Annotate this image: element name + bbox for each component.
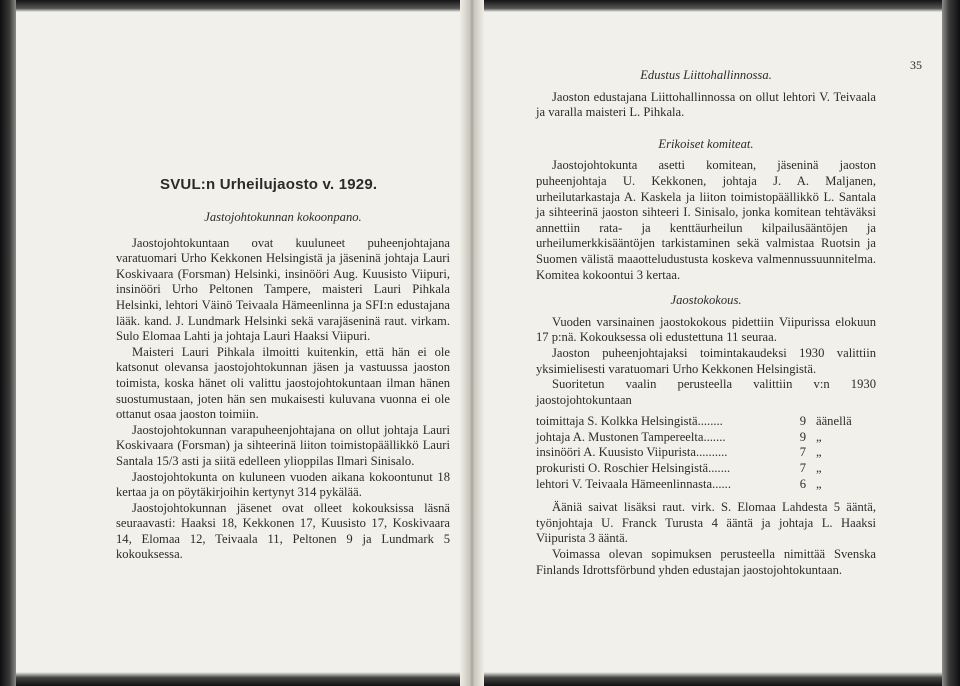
vote-count: 6 bbox=[799, 476, 806, 491]
vote-dots: ...... bbox=[712, 476, 731, 491]
left-paragraph: Jaostojohtokunta on kuluneen vuoden aikana kokoontunut 18 kertaa ja on pöytäkirjoihin kertynyt 314 pykälää. bbox=[116, 469, 450, 500]
vote-unit: „ bbox=[816, 476, 822, 491]
section-title-meeting: Jaostokokous. bbox=[670, 293, 742, 308]
vote-unit: „ bbox=[816, 445, 822, 460]
vote-dots: ....... bbox=[708, 461, 731, 476]
page-number: 35 bbox=[910, 58, 922, 72]
vote-unit: „ bbox=[816, 461, 822, 476]
right-page-body bbox=[536, 68, 876, 578]
vote-name: prokuristi O. Roschier Helsingistä bbox=[536, 461, 709, 476]
book-left-edge bbox=[0, 0, 16, 686]
section-text-committees: Jaostojohtokunta asetti komitean, jäseninä jaoston puheenjohtaja U. Kekkonen, johtaja J. A. Maljanen, urheilutarkastaja A. Kaskela ja liiton toimistopäällikkö L. Santala ja sihteerinä jaoston sihteeri I. Sinisalo, jonka komitean tehtäväksi annettiin rata- ja kenttäurheilun kilpailusääntöjen ja urheilumerkkisääntöjen tarkistaminen sekä valmistaa Ruotsin ja Suomen välistä maaotteludustusta koskeva valmennussuunnitelma. Komitea kokoontui 3 kertaa. bbox=[536, 158, 876, 282]
vote-list-item bbox=[536, 445, 876, 461]
vote-name: insinööri A. Kuusisto Viipurista bbox=[536, 445, 696, 460]
vote-name: toimittaja S. Kolkka Helsingistä bbox=[536, 414, 698, 429]
vote-list-item bbox=[536, 414, 876, 430]
left-paragraph: Jaostojohtokuntaan ovat kuuluneet puheenjohtajana varatuomari Urho Kekkonen Helsingistä ja jäseninä johtaja Lauri Koskivaara (Forsman) Helsinki, insinööri Aug. Kuusisto Viipuri, insinööri Urho Peltonen Tampere, maisteri Lauri Pihkala Helsinki, lehtori Väinö Teivaala Hämeenlinna ja SFI:n edustajana lääk. kand. J. Lundmark Helsinki sekä varajäseninä raut. virkam. Sulo Elomaa Lahti ja johtaja Lauri Haaksi Viipuri. bbox=[116, 235, 450, 344]
vote-unit: äänellä bbox=[816, 414, 852, 429]
book-right-edge bbox=[942, 0, 960, 686]
vote-name: johtaja A. Mustonen Tampereelta bbox=[536, 429, 704, 444]
vote-count: 9 bbox=[799, 414, 806, 429]
left-subheading: Jastojohtokunnan kokoonpano. bbox=[204, 210, 362, 224]
closing-paragraph: Ääniä saivat lisäksi raut. virk. S. Elomaa Lahdesta 5 ääntä, työnjohtaja U. Franck Turusta 4 ääntä ja johtaja L. Haaksi Viipurista 3 ääntä. bbox=[536, 500, 876, 546]
closing-paragraph: Voimassa olevan sopimuksen perusteella nimittää Svenska Finlands Idrottsförbund yhden edustajan jaostojohtokuntaan. bbox=[536, 547, 876, 577]
section-title-representation: Edustus Liittohallinnossa. bbox=[640, 68, 772, 82]
left-page bbox=[20, 0, 460, 686]
vote-dots: ....... bbox=[703, 429, 726, 444]
vote-list-item bbox=[536, 461, 876, 477]
left-page-heading: SVUL:n Urheilujaosto v. 1929. bbox=[160, 176, 378, 193]
vote-list-item bbox=[536, 477, 876, 493]
left-page-body bbox=[116, 210, 450, 563]
vote-dots: .......... bbox=[695, 445, 728, 460]
meeting-paragraph: Vuoden varsinainen jaostokokous pidettiin Viipurissa elokuun 17 p:nä. Kokouksessa oli edustettuna 11 seuraa. bbox=[536, 314, 876, 345]
left-paragraph: Jaostojohtokunnan varapuheenjohtajana on ollut johtaja Lauri Koskivaara (Forsman) ja sihteerinä liiton toimistopäällikkö Lauri Santala 15/3 asti ja siitä edelleen ylioppilas Ilmari Sinisalo. bbox=[116, 422, 450, 468]
vote-list bbox=[536, 414, 876, 492]
vote-dots: ........ bbox=[697, 414, 723, 429]
vote-name: lehtori V. Teivaala Hämeenlinnasta bbox=[536, 476, 713, 491]
meeting-paragraph: Jaoston puheenjohtajaksi toimintakaudeksi 1930 valittiin yksimielisesti varatuomari Urho Kekkonen Helsingistä. bbox=[536, 345, 876, 376]
vote-count: 7 bbox=[799, 461, 806, 476]
section-text-representation: Jaoston edustajana Liittohallinnossa on ollut lehtori V. Teivaala ja varalla maisteri L. Pihkala. bbox=[536, 89, 876, 120]
meeting-paragraph: Suoritetun vaalin perusteella valittiin v:n 1930 jaostojohtokuntaan bbox=[536, 377, 876, 407]
vote-unit: „ bbox=[816, 429, 822, 444]
left-paragraph: Maisteri Lauri Pihkala ilmoitti kuitenkin, että hän ei ole katsonut olevansa jaostojohtokunnan jäsen ja vastuussa jaoston toimista, koska hänet oli valittu jaostojohtokuntaan ilman hänen suostumustaan, joten hän sen mukaisesti kuluvana vuonna ei ole ottanut osaa jaoston toimiin. bbox=[116, 344, 450, 422]
vote-list-item bbox=[536, 430, 876, 446]
left-paragraph: Jaostojohtokunnan jäsenet ovat olleet kokouksissa läsnä seuraavasti: Haaksi 18, Kekkonen 17, Kuusisto 17, Koskivaara 14, Elomaa 12, Teivaala 11, Peltonen 9 ja Lundmark 5 kokouksessa. bbox=[116, 500, 450, 562]
vote-count: 9 bbox=[799, 429, 806, 444]
vote-count: 7 bbox=[799, 445, 806, 460]
book-gutter bbox=[460, 0, 484, 686]
section-title-committees: Erikoiset komiteat. bbox=[658, 136, 754, 151]
right-page bbox=[486, 0, 942, 686]
